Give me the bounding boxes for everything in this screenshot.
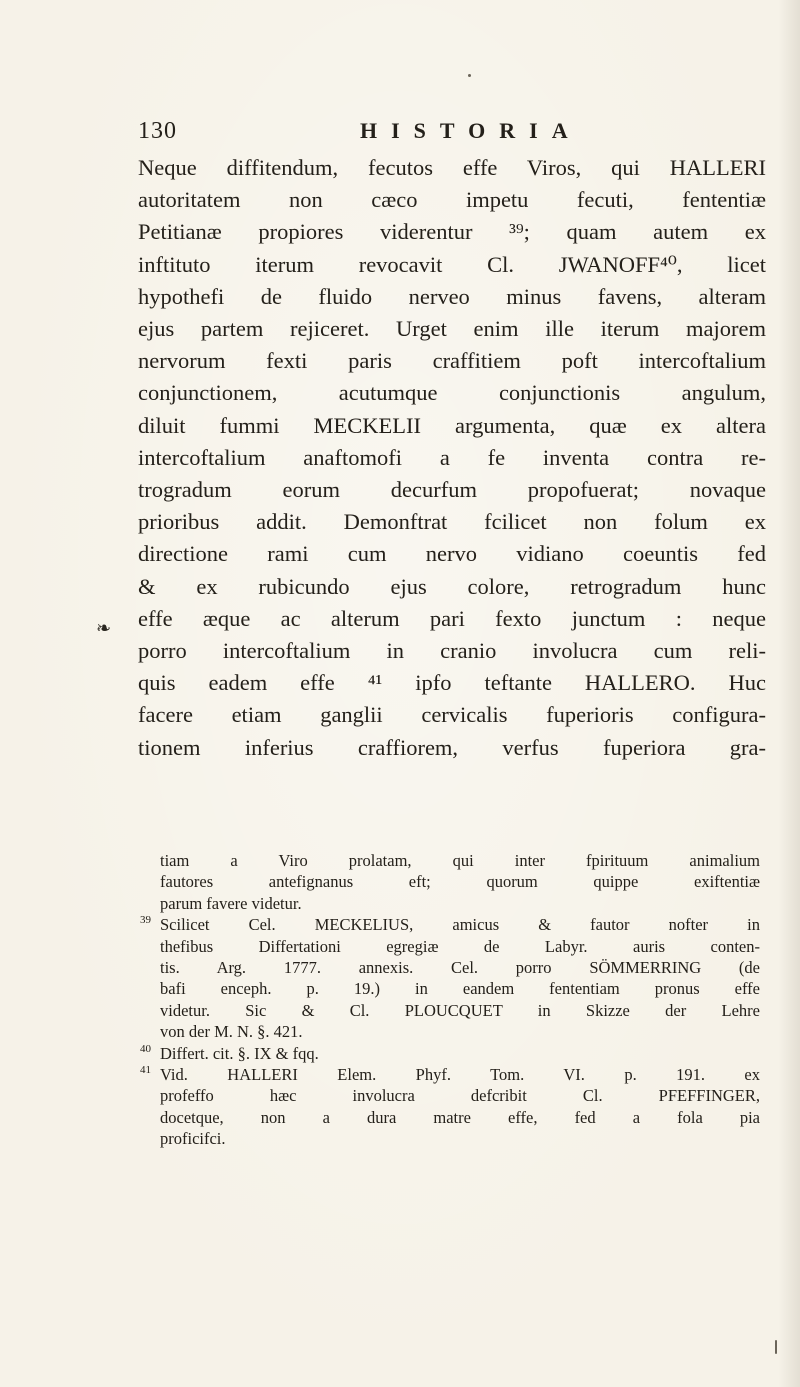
page-edge-shadow: [778, 0, 800, 1387]
footnote-line: [160, 1085, 760, 1106]
page-header: [0, 118, 800, 152]
footnote-text: docetque, non a dura matre effe, fed a fola pia: [160, 1107, 760, 1127]
footnote-text: videtur. Sic & Cl. PLOUCQUET in Skizze der Lehre: [160, 1000, 760, 1020]
footnote-line: [140, 914, 760, 935]
body-line: & ex rubicundo ejus colore, retrogradum hunc: [138, 573, 766, 599]
footnote-text: profeffo hæc involucra defcribit Cl. PFEFFINGER,: [160, 1086, 760, 1106]
footnote: [160, 850, 760, 914]
body-line: directione rami cum nervo vidiano coeuntis fed: [138, 541, 766, 567]
footnote-text: Vid. HALLERI Elem. Phyf. Tom. VI. p. 191. ex: [160, 1065, 760, 1085]
body-line: conjunctionem, acutumque conjunctionis angulum,: [138, 380, 766, 406]
footnote-line: [160, 871, 760, 892]
body-line: tionem inferius craffiorem, verfus fuperiora gra-: [138, 734, 766, 760]
body-line: autoritatem non cæco impetu fecuti, fententiæ: [138, 187, 766, 213]
body-line: inftituto iterum revocavit Cl. JWANOFF⁴⁰, licet: [138, 251, 766, 277]
ink-speck: [775, 1340, 777, 1354]
footnote-line: [160, 893, 760, 914]
margin-ornament: ❧: [96, 618, 112, 638]
footnote-text: fautores antefignanus eft; quorum quippe exiftentiæ: [160, 872, 760, 892]
body-line: diluit fummi MECKELII argumenta, quæ ex altera: [138, 412, 766, 438]
body-text: [138, 152, 766, 764]
footnote-marker: 39: [140, 914, 151, 927]
body-line: facere etiam ganglii cervicalis fuperioris configura-: [138, 702, 766, 728]
footnote-line: [160, 1021, 760, 1042]
footnote-line: [140, 1042, 760, 1064]
footnote-text: tiam a Viro prolatam, qui inter fpirituum animalium: [160, 851, 760, 870]
footnote-line: [160, 1128, 760, 1149]
body-line: effe æque ac alterum pari fexto junctum : neque: [138, 605, 766, 631]
footnote-text: bafi enceph. p. 19.) in eandem fententiam pronus effe: [160, 979, 760, 999]
footnote-marker: 41: [140, 1064, 151, 1077]
body-line: quis eadem effe ⁴¹ ipfo teftante HALLERO. Huc: [138, 670, 766, 696]
footnote: [140, 914, 760, 1042]
body-line: ejus partem rejiceret. Urget enim ille iterum majorem: [138, 316, 766, 342]
footnote-line: [160, 1000, 760, 1021]
footnote-text: tis. Arg. 1777. annexis. Cel. porro SÖMMERRING (de: [160, 958, 760, 978]
page-number: 130: [138, 118, 177, 144]
body-line: prioribus addit. Demonftrat fcilicet non folum ex: [138, 509, 766, 535]
footnote-text: thefibus Differtationi egregiæ de Labyr. auris conten-: [160, 936, 760, 956]
footnote-line: [160, 1107, 760, 1128]
body-line: nervorum fexti paris craffitiem poft intercoftalium: [138, 348, 766, 374]
body-line: Petitianæ propiores viderentur ³⁹; quam autem ex: [138, 219, 766, 245]
footnote-marker: 40: [140, 1042, 151, 1055]
footnote-line: [160, 957, 760, 978]
running-title: HISTORIA: [360, 118, 582, 143]
footnote-line: [160, 978, 760, 999]
footnote-text: Differt. cit. §. IX & fqq.: [160, 1043, 319, 1063]
footnote-text: Scilicet Cel. MECKELIUS, amicus & fautor nofter in: [160, 915, 760, 935]
footnote-text: von der M. N. §. 421.: [160, 1022, 303, 1042]
footnote-text: parum favere videtur.: [160, 893, 302, 913]
footnote: [140, 1042, 760, 1064]
body-line: hypothefi de fluido nerveo minus favens, alteram: [138, 283, 766, 309]
footnote-line: [160, 936, 760, 957]
footnote-line: [160, 850, 760, 871]
body-line: intercoftalium anaftomofi a fe inventa contra re-: [138, 444, 766, 470]
footnote-text: proficifci.: [160, 1129, 226, 1149]
footnote: [140, 1064, 760, 1150]
body-line: trogradum eorum decurfum propofuerat; novaque: [138, 477, 766, 503]
ink-speck: [468, 74, 471, 77]
footnote-line: [140, 1064, 760, 1085]
body-line: Neque diffitendum, fecutos effe Viros, qui HALLERI: [138, 155, 766, 180]
footnotes: [140, 850, 760, 1150]
body-line: porro intercoftalium in cranio involucra cum reli-: [138, 638, 766, 664]
